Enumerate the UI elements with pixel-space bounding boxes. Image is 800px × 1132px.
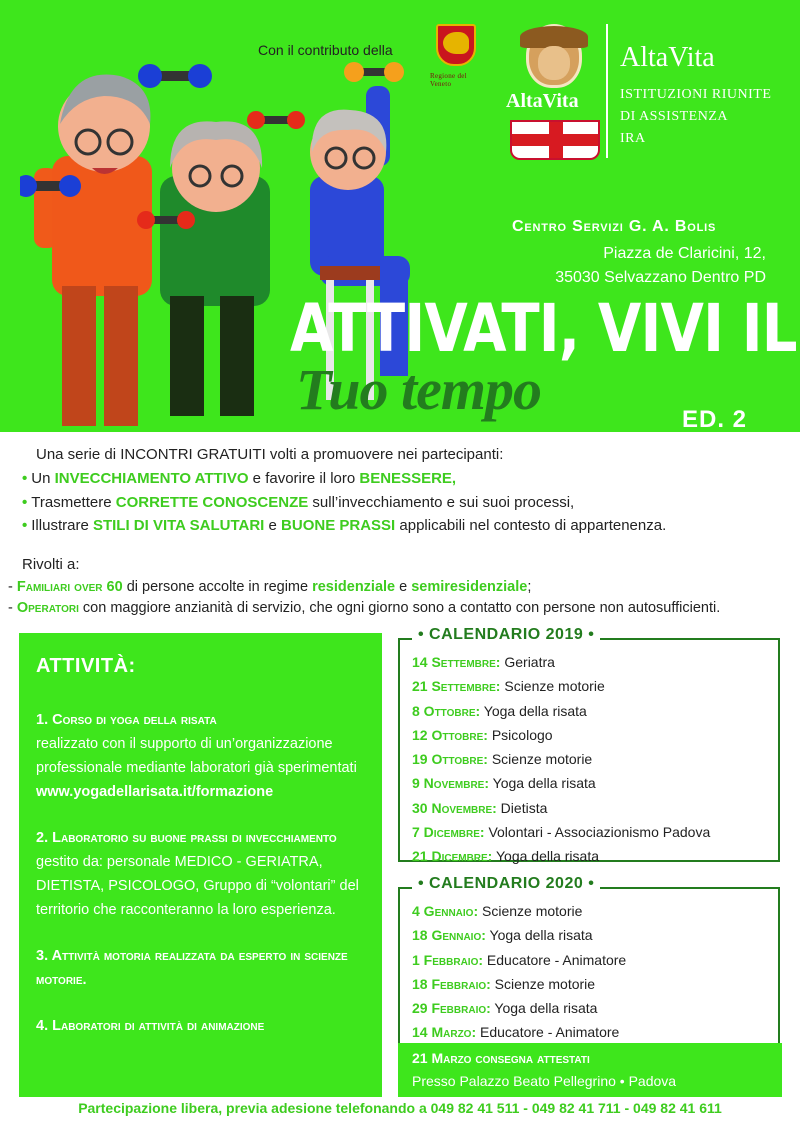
calendar-row	[412, 948, 626, 972]
bullet-text: Un	[31, 470, 55, 487]
intro-bullets	[22, 467, 666, 538]
calendar-topic: Scienze motorie	[487, 751, 593, 768]
calendar-row	[412, 699, 710, 723]
attivita-panel	[19, 633, 382, 1097]
calendar-topic: Scienze motorie	[500, 678, 605, 695]
attivita-item-body: realizzato con il supporto di un’organizzazione professionale mediante laboratori già sperimentati	[36, 736, 357, 776]
attivita-item-heading: 2. Laboratorio su buone prassi di invecchiamento	[36, 830, 337, 846]
calendar-date: 18 Febbraio:	[412, 975, 491, 992]
calendar-date: 19 Ottobre:	[412, 751, 488, 768]
centro-name: Centro Servizi G. A. Bolis	[512, 218, 717, 235]
title-script: Tuo tempo	[296, 357, 542, 422]
altavita-emblem	[506, 24, 602, 164]
calendar-topic: Yoga della risata	[489, 775, 596, 792]
calendar-topic: Educatore - Animatore	[476, 1024, 620, 1041]
rivolti-text: di persone accolte in regime	[122, 579, 313, 595]
altavita-subtitle	[620, 84, 771, 150]
attivita-item	[36, 1014, 366, 1038]
lion-icon	[443, 32, 469, 54]
attivita-item-heading: 3. Attività motoria realizzata da esperto in scienze motorie.	[36, 948, 348, 988]
rivolti-highlight: Operatori	[16, 600, 79, 616]
attestati-banner	[398, 1043, 782, 1097]
intro-text: Una serie di INCONTRI GRATUITI volti a promuovere nei partecipanti:	[36, 446, 504, 463]
calendar-row	[412, 899, 626, 923]
rivolti-highlight: residenziale	[312, 579, 396, 595]
rivolti-line	[8, 598, 720, 619]
rivolti-highlight: Familiari over 60	[16, 579, 123, 595]
calendar-2019	[398, 626, 780, 865]
rivolti-line	[8, 577, 720, 598]
regione-veneto-logo	[430, 24, 484, 90]
attivita-item	[36, 944, 366, 992]
calendar-row	[412, 674, 710, 698]
calendar-date: 12 Ottobre:	[412, 726, 488, 743]
main-title: ATTIVATI, VIVI IL	[290, 290, 797, 367]
altavita-wordmark: AltaVita	[506, 90, 579, 112]
calendar-2020-list	[412, 899, 626, 1045]
calendar-topic: Educatore - Animatore	[483, 951, 627, 968]
address-line: 35030 Selvazzano Dentro PD	[555, 269, 766, 286]
calendar-topic: Volontari - Associazionismo Padova	[484, 824, 711, 841]
calendar-row	[412, 650, 710, 674]
hat-shape	[520, 26, 588, 48]
calendar-topic: Yoga della risata	[480, 702, 587, 719]
calendar-date: 14 Marzo:	[412, 1024, 477, 1041]
rivolti-text: e	[395, 579, 412, 595]
bullet-text: applicabili nel contesto di appartenenza.	[395, 517, 667, 534]
calendar-date: 1 Febbraio:	[412, 951, 484, 968]
calendar-2019-list	[412, 650, 710, 869]
rivolti-text: -	[8, 579, 17, 595]
calendar-topic: Geriatra	[500, 654, 555, 670]
bullet-highlight: STILI DI VITA SALUTARI	[92, 517, 265, 534]
calendar-topic: Dietista	[496, 799, 548, 816]
rivolti-text: ;	[527, 579, 532, 595]
edition-label: ED. 2	[682, 406, 748, 432]
bullet-text: e	[264, 517, 282, 534]
rivolti-highlight: semiresidenziale	[411, 579, 528, 595]
calendar-date: 4 Gennaio:	[412, 903, 479, 919]
calendar-topic: Yoga della risata	[490, 1000, 598, 1017]
calendar-row	[412, 996, 626, 1020]
calendar-date: 7 Dicembre:	[412, 824, 485, 841]
calendar-date: 29 Febbraio:	[412, 1000, 491, 1017]
altavita-sub-line: DI ASSISTENZA	[620, 109, 729, 124]
centro-address	[490, 242, 766, 290]
calendar-row	[412, 723, 710, 747]
bullet-dot-icon: •	[22, 517, 28, 534]
attivita-url-link[interactable]: www.yogadellarisata.it/formazione	[36, 784, 274, 800]
calendar-row	[412, 796, 710, 820]
attestati-location: Presso Palazzo Beato Pellegrino • Padova	[412, 1073, 677, 1089]
bullet-text: e favorire il loro	[248, 470, 360, 487]
bullet-highlight: INVECCHIAMENTO ATTIVO	[54, 470, 249, 487]
calendar-row	[412, 747, 710, 771]
bullet-item	[22, 491, 666, 515]
attestati-title: 21 Marzo consegna attestati	[412, 1050, 590, 1066]
attivita-item-heading: 1. Corso di yoga della risata	[36, 712, 217, 728]
calendar-topic: Yoga della risata	[492, 848, 599, 865]
attivita-item-body: gestito da: personale MEDICO - GERIATRA, DIETISTA, PSICOLOGO, Gruppo di “volontari” del territorio che racconteranno la loro esperienza.	[36, 854, 359, 918]
calendar-2020-title: • CALENDARIO 2020 •	[412, 875, 600, 893]
regione-logo-caption: Regione del Veneto	[430, 72, 467, 88]
bullet-highlight: CORRETTE CONOSCENZE	[115, 493, 309, 511]
calendar-row	[412, 844, 710, 868]
calendar-topic: Psicologo	[487, 726, 553, 743]
calendar-2019-title: • CALENDARIO 2019 •	[412, 626, 600, 644]
bullet-highlight: BENESSERE,	[359, 470, 457, 487]
rivolti-heading: Rivolti a:	[22, 556, 80, 573]
logo-divider	[606, 24, 608, 158]
calendar-date: 8 Ottobre:	[412, 702, 481, 719]
rivolti-text: con maggiore anzianità di servizio, che ogni giorno sono a contatto con persone non autosufficienti.	[78, 600, 721, 616]
calendar-date: 18 Gennaio:	[412, 927, 486, 944]
calendar-date: 14 Settembre:	[412, 654, 501, 670]
calendar-topic: Scienze motorie	[490, 975, 596, 992]
calendar-date: 21 Dicembre:	[412, 848, 493, 865]
calendar-row	[412, 923, 626, 947]
calendar-topic: Yoga della risata	[485, 927, 593, 944]
calendar-row	[412, 1020, 626, 1044]
altavita-title: AltaVita	[620, 42, 715, 73]
bullet-item	[22, 514, 666, 538]
calendar-topic: Scienze motorie	[478, 903, 583, 919]
address-line: Piazza de Claricini, 12,	[603, 245, 766, 262]
bullet-dot-icon: •	[22, 470, 28, 487]
calendar-2020	[398, 875, 780, 1097]
bullet-text: Illustrare	[31, 517, 93, 534]
footer-contact: Partecipazione libera, previa adesione telefonando a 049 82 41 511 - 049 82 41 711 - 049 82 41 611	[78, 1100, 722, 1116]
attivita-item	[36, 826, 366, 922]
hero-banner	[0, 0, 800, 432]
altavita-sub-line: IRA	[620, 131, 646, 146]
rivolti-text: -	[8, 600, 17, 616]
attivita-item	[36, 708, 366, 804]
calendar-date: 30 Novembre:	[412, 799, 497, 816]
calendar-row	[412, 820, 710, 844]
calendar-row	[412, 771, 710, 795]
calendar-date: 9 Novembre:	[412, 775, 490, 792]
contribution-label: Con il contributo della	[258, 42, 393, 58]
bullet-highlight: BUONE PRASSI	[281, 517, 396, 534]
rivolti-list	[8, 577, 720, 619]
calendar-date: 21 Settembre:	[412, 678, 501, 695]
bullet-text: Trasmettere	[31, 493, 116, 511]
calendar-row	[412, 972, 626, 996]
bullet-dot-icon: •	[22, 493, 28, 511]
attivita-title: ATTIVITÀ:	[36, 655, 136, 677]
cross-shield-icon	[510, 120, 600, 160]
face-shape	[538, 46, 570, 80]
altavita-sub-line: ISTITUZIONI RIUNITE	[620, 87, 772, 102]
bullet-text: sull’invecchiamento e sui suoi processi,	[308, 493, 575, 511]
attivita-item-heading: 4. Laboratori di attività di animazione	[36, 1018, 265, 1034]
bullet-item	[22, 467, 666, 491]
cross-horizontal	[512, 134, 598, 146]
